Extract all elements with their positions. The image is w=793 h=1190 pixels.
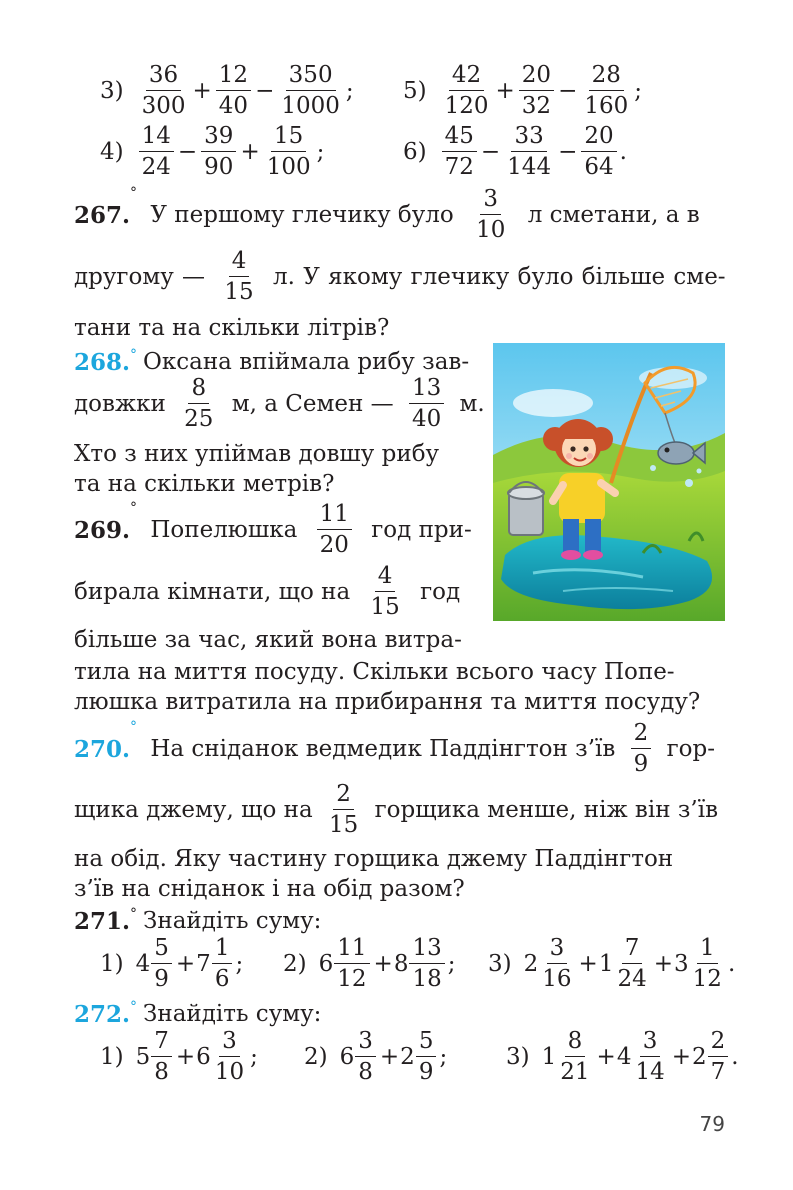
item-label: 4) [100,138,124,165]
whole-part: 1 [541,1043,557,1070]
fraction [416,1030,437,1084]
punctuation: ; [345,77,354,104]
problem-269-line-4: тила на миття посуду. Скільки всього часу Попе- [74,658,675,685]
operator: + [495,77,515,104]
whole-part: 6 [339,1043,355,1070]
denominator: 9 [418,1059,434,1085]
fraction [264,125,314,179]
fraction: $\frac{4}{15}$ [224,248,254,305]
operator: + [578,950,598,977]
operator: + [653,950,674,977]
fraction [442,125,477,179]
whole-part: 1 [598,950,614,977]
punctuation: . [731,1043,739,1070]
fraction [151,937,172,991]
degree-mark: ° [130,906,138,922]
denominator: 144 [507,154,552,180]
item-label: 2) [283,950,307,977]
operator: + [596,1043,616,1070]
denominator: 64 [584,154,614,180]
numerator: 33 [511,125,546,152]
problem-270-line-2: щика джему, що на $\frac{2}{15}$ горщика менше, ніж він з’їв [74,781,719,838]
whole-part: 3 [674,950,689,977]
whole-part: 4 [616,1043,632,1070]
operator: + [240,138,260,165]
punctuation: ; [250,1043,258,1070]
whole-part: 2 [523,950,539,977]
numerator: 7 [151,1030,172,1057]
operator: − [177,138,198,165]
problem-272-heading: 272.° Знайдіть суму: [74,999,322,1028]
denominator: 100 [266,154,311,180]
denominator: 12 [337,966,367,992]
problem-268-line-4: та на скільки метрів? [74,470,335,497]
denominator: 40 [218,93,249,119]
exercise-3 [100,64,354,118]
problem-268-line-1: 268.° Оксана впіймала рибу зав- [74,347,470,376]
whole-part: 2 [400,1043,415,1070]
fraction: $\frac{2}{15}$ [328,781,359,838]
fraction [216,64,251,118]
whole-part: 2 [692,1043,707,1070]
numerator: 13 [409,937,444,964]
fraction [334,937,369,991]
problem-number: 271. [74,907,131,935]
denominator: 24 [617,966,647,992]
whole-part: 7 [196,950,211,977]
fraction: $\frac{8}{25}$ [184,375,214,432]
denominator: 7 [710,1059,726,1085]
denominator: 24 [141,154,171,180]
item-label: 6) [403,138,427,165]
numerator: 42 [449,64,484,91]
denominator: 16 [542,966,572,992]
fraction: $\frac{3}{10}$ [476,186,506,243]
fraction [139,125,174,179]
item-label: 3) [506,1043,530,1070]
numerator: 45 [442,125,477,152]
problem-number: 267. [74,201,131,229]
numerator: 7 [622,937,643,964]
page-number: 79 [699,1112,725,1136]
punctuation: ; [439,1043,448,1070]
fraction [278,64,343,118]
denominator: 300 [141,93,186,119]
girl-fishing-illustration [493,343,725,621]
numerator: 15 [271,125,306,152]
punctuation: . [727,950,736,977]
degree-mark: ° [130,185,138,201]
problem-268-line-2: довжки $\frac{8}{25}$ м, а Семен — $\frac{13}{40}$ м. [74,375,485,432]
exercise-271-3 [488,937,735,991]
item-label: 3) [100,77,124,104]
denominator: 1000 [281,93,340,119]
whole-part: 6 [318,950,334,977]
numerator: 39 [201,125,236,152]
problem-270-line-3: на обід. Яку частину горщика джему Паддінгтон [74,845,674,872]
numerator: 2 [708,1030,729,1057]
numerator: 3 [355,1030,376,1057]
operator: + [671,1043,692,1070]
denominator: 160 [584,93,629,119]
fraction [409,937,444,991]
problem-number: 268. [74,348,131,376]
exercise-4 [100,125,324,179]
fraction [151,1030,172,1084]
numerator: 20 [581,125,616,152]
exercise-271-1 [100,937,243,991]
whole-part: 5 [135,1043,151,1070]
numerator: 8 [565,1030,586,1057]
operator: + [373,950,393,977]
problem-number: 272. [74,1000,131,1028]
fraction [557,1030,592,1084]
exercise-272-3 [506,1030,739,1084]
fraction [632,1030,667,1084]
numerator: 36 [146,64,181,91]
exercise-272-2 [304,1030,447,1084]
numerator: 11 [334,937,369,964]
problem-267-line-3: тани та на скільки літрів? [74,314,390,341]
fraction [690,937,725,991]
numerator: 350 [286,64,336,91]
denominator: 12 [692,966,722,992]
numerator: 1 [697,937,718,964]
fraction [581,64,631,118]
numerator: 14 [139,125,174,152]
numerator: 3 [219,1030,240,1057]
punctuation: ; [634,77,643,104]
operator: + [379,1043,400,1070]
denominator: 120 [444,93,489,119]
fraction [708,1030,729,1084]
problem-269-line-3: більше за час, який вона витра- [74,626,462,653]
problem-number: 269. [74,516,131,544]
fraction [519,64,554,118]
item-label: 3) [488,950,512,977]
item-label: 1) [100,1043,124,1070]
item-label: 5) [403,77,427,104]
operator: + [175,1043,196,1070]
denominator: 72 [444,154,474,180]
denominator: 10 [214,1059,245,1085]
problem-267-line-1: 267.° У першому глечику було $\frac{3}{10}$ л сметани, а в [74,185,700,243]
fraction [201,125,236,179]
numerator: 12 [216,64,251,91]
problem-268-line-3: Хто з них упіймав довшу рибу [74,440,440,467]
fraction [442,64,492,118]
degree-mark: ° [130,719,138,735]
numerator: 20 [519,64,554,91]
problem-269-line-1: 269.° Попелюшка $\frac{11}{20}$ год при- [74,500,472,558]
operator: + [175,950,196,977]
denominator: 14 [635,1059,665,1085]
fraction [139,64,189,118]
whole-part: 8 [393,950,409,977]
fraction: $\frac{2}{9}$ [631,722,652,776]
punctuation: . [619,138,627,165]
numerator: 3 [547,937,568,964]
fraction: $\frac{4}{15}$ [370,563,400,620]
fraction [539,937,574,991]
numerator: 5 [416,1030,437,1057]
item-label: 1) [100,950,124,977]
degree-mark: ° [130,999,138,1015]
problem-269-line-5: люшка витратила на прибирання та миття посуду? [74,688,701,715]
denominator: 9 [154,966,169,992]
exercise-271-2 [283,937,455,991]
fraction: $\frac{13}{40}$ [409,377,444,431]
problem-number: 270. [74,735,131,763]
denominator: 6 [214,966,230,992]
denominator: 90 [204,154,234,180]
degree-mark: ° [130,500,138,516]
fraction [504,125,554,179]
numerator: 28 [589,64,624,91]
exercise-272-1 [100,1030,258,1084]
fraction [212,937,233,991]
problem-271-heading: 271.° Знайдіть суму: [74,906,322,935]
operator: − [480,138,501,165]
fraction [355,1030,376,1084]
problem-269-line-2: бирала кімнати, що на $\frac{4}{15}$ год [74,563,461,620]
numerator: 5 [151,937,172,964]
item-label: 2) [304,1043,328,1070]
operator: − [558,77,578,104]
fraction: $\frac{11}{20}$ [317,503,352,557]
denominator: 21 [560,1059,590,1085]
exercise-6 [403,125,627,179]
punctuation: ; [447,950,456,977]
punctuation: ; [316,138,325,165]
denominator: 8 [358,1059,373,1085]
denominator: 32 [521,93,552,119]
problem-267-line-2: другому — $\frac{4}{15}$ л. У якому глечику було більше сме- [74,248,726,305]
operator: + [192,77,212,104]
problem-270-line-4: з’їв на сніданок і на обід разом? [74,875,465,902]
numerator: 3 [640,1030,661,1057]
punctuation: ; [235,950,244,977]
problem-270-line-1: 270.° На сніданок ведмедик Паддінгтон з’їв $\frac{2}{9}$ гор- [74,719,716,777]
denominator: 18 [412,966,442,992]
operator: − [255,77,275,104]
denominator: 8 [154,1059,169,1085]
numerator: 1 [212,937,233,964]
fraction [212,1030,247,1084]
exercise-5 [403,64,642,118]
whole-part: 6 [196,1043,211,1070]
operator: − [558,138,578,165]
fraction [614,937,649,991]
degree-mark: ° [130,347,138,363]
whole-part: 4 [135,950,151,977]
fraction [581,125,616,179]
